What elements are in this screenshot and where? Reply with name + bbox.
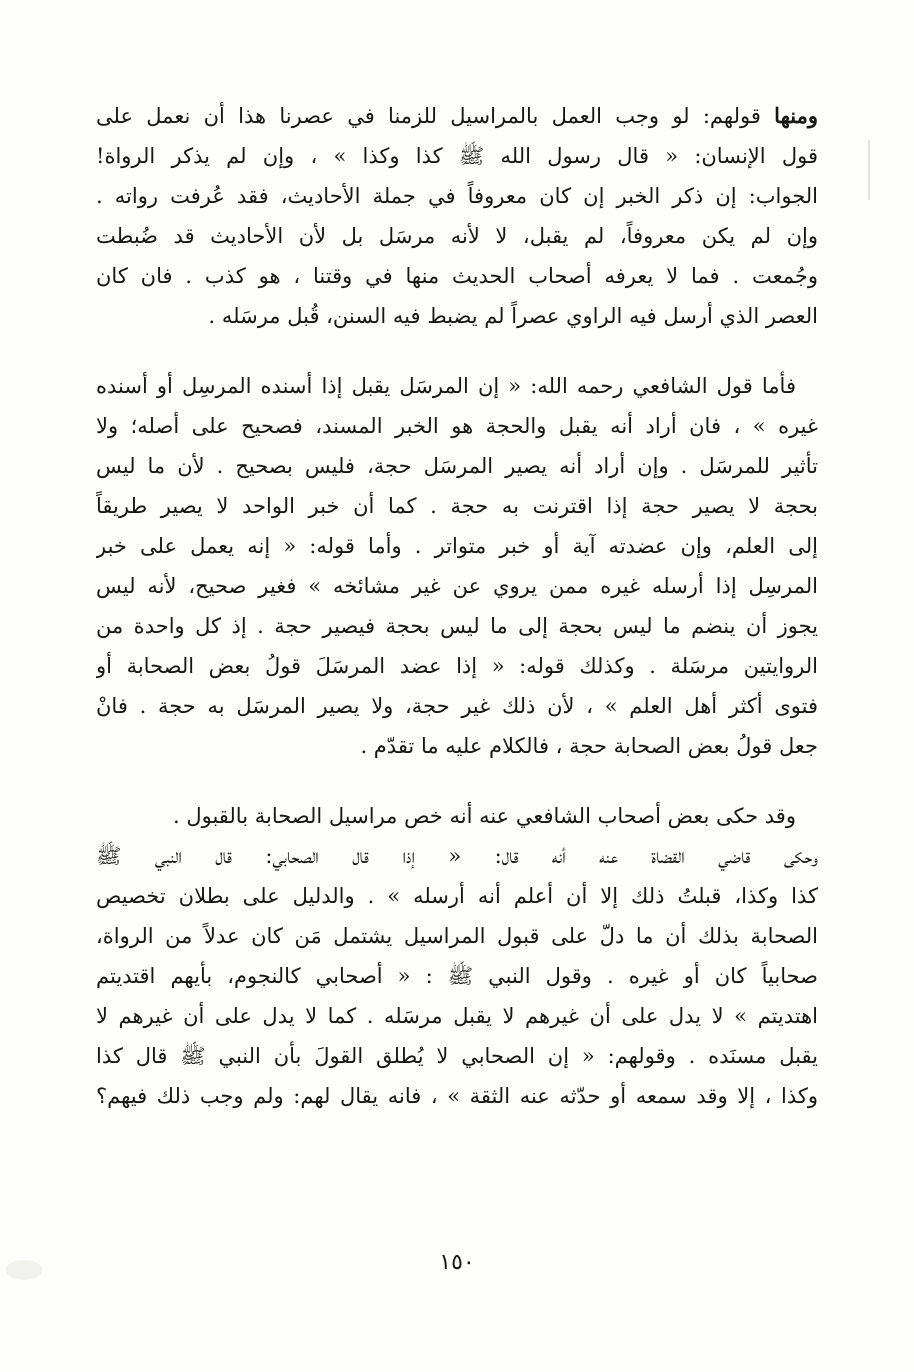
text-line: كذا وكذا، قبلتُ ذلك إلا أن أعلم أنه أرسله » . والدليل على بطلان تخصيص [96,884,818,908]
page-number: ١٥٠ [439,1250,475,1275]
text-line: المرسِل إذا أرسله غيره ممن يروي عن غير مشائخه » فغير صحيح، لأنه ليس [96,574,818,598]
text-line: غيره » ، فان أراد أنه يقبل والحجة هو الخبر المسند، فصحيح على أصله؛ ولا [96,414,818,438]
text-line: الجواب: إن ذكر الخبر إن كان معروفاً في جملة الأحاديث، فقد عُرفت رواته . [96,184,818,208]
text-line-rest: قولهم: لو وجب العمل بالمراسيل للزمنا في عصرنا هذا أن نعمل على [96,104,761,128]
paragraph-3 [96,796,818,1116]
lead-word: ومنها [774,103,818,128]
paragraph-1 [96,96,818,336]
text-line: الروايتين مرسَلة . وكذلك قوله: « إذا عضد المرسَلَ قولُ بعض الصحابة أو [96,654,818,678]
text-line: فتوى أكثر أهل العلم » ، لأن ذلك غير حجة، ولا يصير المرسَل به حجة . فانْ [96,694,818,718]
text-line: يقبل مسنَده . وقولهم: « إن الصحابي لا يُطلق القولَ بأن النبي ﷺ قال كذا [96,1044,818,1068]
text-line: تأثير للمرسَل . وإن أراد أنه يصير المرسَل حجة، فليس بصحيح . لأن ما ليس [96,454,818,478]
text-line: وكذا ، إلا وقد سمعه أو حدّثه عنه الثقة » ، فانه يقال لهم: ولم وجب ذلك فيهم؟ [96,1084,818,1108]
text-line: يجوز أن ينضم ما ليس بحجة إلى ما ليس بحجة فيصير حجة . إذ كل واحدة من [96,614,818,638]
text-line: بحجة لا يصير حجة إذا اقترنت به حجة . كما أن خبر الواحد لا يصير طريقاً [96,494,818,518]
text-line: إلى العلم، وإن عضدته آية أو خبر متواتر . وأما قوله: « إنه يعمل على خبر [96,534,818,558]
paragraph-2 [96,366,818,766]
text-line: وقد حكى بعض أصحاب الشافعي عنه أنه خص مراسيل الصحابة بالقبول . [172,804,796,828]
text-line: اهتديتم » لا يدل على أن غيرهم لا يقبل مرسَله . كما لا يدل على أن غيرهم لا [96,1004,818,1028]
text-line: وجُمعت . فما لا يعرفه أصحاب الحديث منها في وقتنا ، هو كذب . فان كان [96,264,818,288]
text-line [96,96,818,136]
page-body [96,96,818,1116]
text-line: جعل قولُ بعض الصحابة حجة ، فالكلام عليه ما تقدّم . [360,734,818,758]
text-line: العصر الذي أرسل فيه الراوي عصراً لم يضبط فيه السنن، قُبل مرسَله . [208,304,818,328]
text-line: وإن لم يكن معروفاً، لم يقبل، لا لأنه مرسَل بل لأن الأحاديث قد ضُبطت [96,224,818,248]
text-line: فأما قول الشافعي رحمه الله: « إن المرسَل يقبل إذا أسنده المرسِل أو أسنده [96,374,796,398]
text-line: الصحابة بذلك أن ما دلّ على قبول المراسيل يشتمل مَن كان عدلاً من الرواة، [96,924,818,948]
text-line: صحابياً كان أو غيره . وقول النبي ﷺ : « أصحابي كالنجوم، بأيهم اقتديتم [96,964,818,988]
text-line: قول الإنسان: « قال رسول الله ﷺ كذا وكذا » ، وإن لم يذكر الرواة! [96,144,818,168]
margin-scan-mark [868,140,870,200]
text-line: وحكى قاضي القضاة عنه أنه قال: « إذا قال الصحابي: قال النبي ﷺ [96,844,818,868]
